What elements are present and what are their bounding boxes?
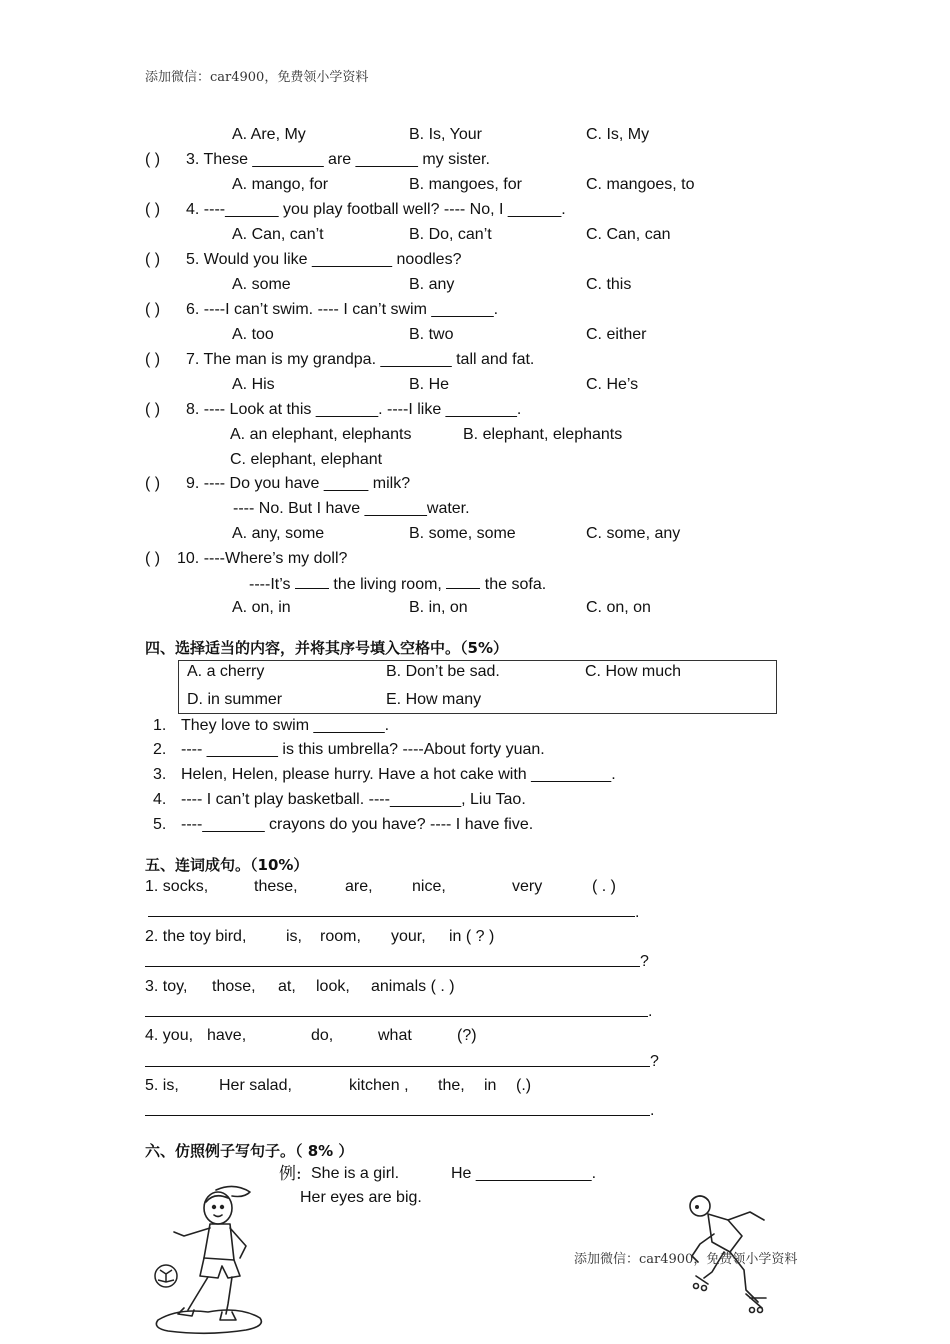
answer-line-4[interactable] bbox=[145, 1066, 650, 1067]
watermark-text-bottom: 添加微信：car4900，免费领小学资料 bbox=[574, 1252, 798, 1267]
girl-football-illustration bbox=[148, 1180, 268, 1335]
q3-option-c: C. mangoes, to bbox=[586, 176, 695, 193]
s4-item-5-text: ----_______ crayons do you have? ---- I have five. bbox=[181, 816, 534, 833]
prompt-sentence-1[interactable]: He _____________. bbox=[451, 1165, 597, 1182]
q10-blank-2[interactable] bbox=[446, 574, 480, 589]
q9-option-c: C. some, any bbox=[586, 525, 681, 542]
q4-option-a: A. Can, can’t bbox=[232, 226, 324, 243]
word-bank-d: D. in summer bbox=[187, 691, 283, 708]
q3-option-b: B. mangoes, for bbox=[409, 176, 522, 193]
word-bank-b: B. Don’t be sad. bbox=[386, 663, 500, 680]
example-label: 例: bbox=[279, 1164, 302, 1184]
q7-paren[interactable]: ( ) bbox=[145, 351, 161, 368]
section5-title: 五、连词成句。（10%） bbox=[145, 856, 309, 874]
q10-paren[interactable]: ( ) bbox=[145, 550, 161, 567]
s5-item-3-word: animals ( . ) bbox=[371, 978, 455, 995]
answer-line-5[interactable] bbox=[145, 1115, 650, 1116]
q6-option-a: A. too bbox=[232, 326, 274, 343]
q10-option-b: B. in, on bbox=[409, 599, 468, 616]
s5-item-3-word: 3. toy, bbox=[145, 978, 188, 995]
q5-stem: 5. Would you like _________ noodles? bbox=[186, 251, 462, 268]
q6-option-b: B. two bbox=[409, 326, 454, 343]
q10-line2 bbox=[249, 574, 546, 595]
s4-item-3-text: Helen, Helen, please hurry. Have a hot cake with _________. bbox=[181, 766, 616, 783]
q6-option-c: C. either bbox=[586, 326, 647, 343]
answer-end-5: . bbox=[650, 1102, 655, 1119]
s4-item-1-text: They love to swim ________. bbox=[181, 717, 390, 734]
s5-item-5-word: 5. is, bbox=[145, 1077, 179, 1094]
s5-item-2-word: room, bbox=[320, 928, 361, 945]
q5-paren[interactable]: ( ) bbox=[145, 251, 161, 268]
s5-item-3-word: at, bbox=[278, 978, 296, 995]
q10-line2-end: the sofa. bbox=[484, 576, 547, 593]
q3-option-a: A. mango, for bbox=[232, 176, 329, 193]
s5-item-4-word: what bbox=[378, 1027, 412, 1044]
answer-end-3: . bbox=[648, 1003, 653, 1020]
watermark-text: 添加微信：car4900，免费领小学资料 bbox=[145, 70, 369, 85]
s5-item-5-word: (.) bbox=[516, 1077, 532, 1094]
answer-end-4: ? bbox=[650, 1053, 659, 1070]
s5-item-1-word: 1. socks, bbox=[145, 878, 209, 895]
q9-paren[interactable]: ( ) bbox=[145, 475, 161, 492]
s5-item-5-word: Her salad, bbox=[219, 1077, 292, 1094]
q6-paren[interactable]: ( ) bbox=[145, 301, 161, 318]
answer-end-1: . bbox=[635, 904, 640, 921]
s5-item-2-word: in ( ? ) bbox=[449, 928, 495, 945]
s4-item-4-text: ---- I can’t play basketball. ----________, Liu Tao. bbox=[181, 791, 526, 808]
q10-stem: 10. ----Where’s my doll? bbox=[177, 550, 348, 567]
s5-item-1-word: very bbox=[512, 878, 543, 895]
q5-option-c: C. this bbox=[586, 276, 632, 293]
s5-item-4-word: have, bbox=[207, 1027, 247, 1044]
q10-line2-mid: the living room, bbox=[333, 576, 442, 593]
q10-blank-1[interactable] bbox=[295, 574, 329, 589]
q9-option-b: B. some, some bbox=[409, 525, 516, 542]
q9-option-a: A. any, some bbox=[232, 525, 325, 542]
q7-option-b: B. He bbox=[409, 376, 450, 393]
section6-title: 六、仿照例子写句子。（ 8% ） bbox=[145, 1142, 354, 1160]
q4-stem: 4. ----______ you play football well? ---- No, I ______. bbox=[186, 201, 566, 218]
q6-stem: 6. ----I can’t swim. ---- I can’t swim _______. bbox=[186, 301, 499, 318]
answer-line-3[interactable] bbox=[145, 1016, 648, 1017]
q2-option-b: B. Is, Your bbox=[409, 126, 482, 143]
answer-line-1[interactable] bbox=[148, 916, 635, 917]
answer-line-2[interactable] bbox=[145, 966, 640, 967]
example-sentence-1: She is a girl. bbox=[311, 1165, 400, 1182]
s5-item-5-word: in bbox=[484, 1077, 497, 1094]
s5-item-2-word: is, bbox=[286, 928, 302, 945]
s5-item-4-word: 4. you, bbox=[145, 1027, 194, 1044]
q10-option-c: C. on, on bbox=[586, 599, 651, 616]
q4-option-c: C. Can, can bbox=[586, 226, 671, 243]
s5-item-1-word: ( . ) bbox=[592, 878, 616, 895]
q5-option-a: A. some bbox=[232, 276, 291, 293]
s5-item-1-word: nice, bbox=[412, 878, 446, 895]
q8-stem: 8. ---- Look at this _______. ----I like ________. bbox=[186, 401, 522, 418]
q5-option-b: B. any bbox=[409, 276, 455, 293]
q8-option-a: A. an elephant, elephants bbox=[230, 426, 412, 443]
word-bank-a: A. a cherry bbox=[187, 663, 265, 680]
s5-item-5-word: the, bbox=[438, 1077, 465, 1094]
s5-item-3-word: look, bbox=[316, 978, 350, 995]
q2-option-c: C. Is, My bbox=[586, 126, 650, 143]
s4-item-2-num: 2. bbox=[153, 741, 167, 758]
q9-stem: 9. ---- Do you have _____ milk? bbox=[186, 475, 411, 492]
section4-title: 四、选择适当的内容，并将其序号填入空格中。（5%） bbox=[145, 639, 508, 657]
q4-paren[interactable]: ( ) bbox=[145, 201, 161, 218]
q9-line2: ---- No. But I have _______water. bbox=[233, 500, 470, 517]
word-bank-e: E. How many bbox=[386, 691, 482, 708]
example-sentence-2: Her eyes are big. bbox=[300, 1189, 422, 1206]
s5-item-2-word: your, bbox=[391, 928, 426, 945]
q2-option-a: A. Are, My bbox=[232, 126, 306, 143]
s5-item-1-word: these, bbox=[254, 878, 298, 895]
s5-item-3-word: those, bbox=[212, 978, 256, 995]
s4-item-2-text: ---- ________ is this umbrella? ----About forty yuan. bbox=[181, 741, 545, 758]
q10-option-a: A. on, in bbox=[232, 599, 291, 616]
s5-item-5-word: kitchen , bbox=[349, 1077, 409, 1094]
q8-option-b: B. elephant, elephants bbox=[463, 426, 623, 443]
q8-option-c: C. elephant, elephant bbox=[230, 451, 383, 468]
answer-end-2: ? bbox=[640, 953, 649, 970]
s5-item-2-word: 2. the toy bird, bbox=[145, 928, 247, 945]
s4-item-4-num: 4. bbox=[153, 791, 167, 808]
q8-paren[interactable]: ( ) bbox=[145, 401, 161, 418]
s5-item-1-word: are, bbox=[345, 878, 373, 895]
s5-item-4-word: do, bbox=[311, 1027, 334, 1044]
q3-stem: 3. These ________ are _______ my sister. bbox=[186, 151, 490, 168]
q7-stem: 7. The man is my grandpa. ________ tall and fat. bbox=[186, 351, 535, 368]
q3-paren[interactable]: ( ) bbox=[145, 151, 161, 168]
q7-option-a: A. His bbox=[232, 376, 275, 393]
s4-item-1-num: 1. bbox=[153, 717, 167, 734]
word-bank-c: C. How much bbox=[585, 663, 682, 680]
s4-item-5-num: 5. bbox=[153, 816, 167, 833]
q4-option-b: B. Do, can’t bbox=[409, 226, 492, 243]
q7-option-c: C. He’s bbox=[586, 376, 639, 393]
q10-line2-start: ----It’s bbox=[249, 576, 291, 593]
s5-item-4-word: (?) bbox=[457, 1027, 477, 1044]
s4-item-3-num: 3. bbox=[153, 766, 167, 783]
